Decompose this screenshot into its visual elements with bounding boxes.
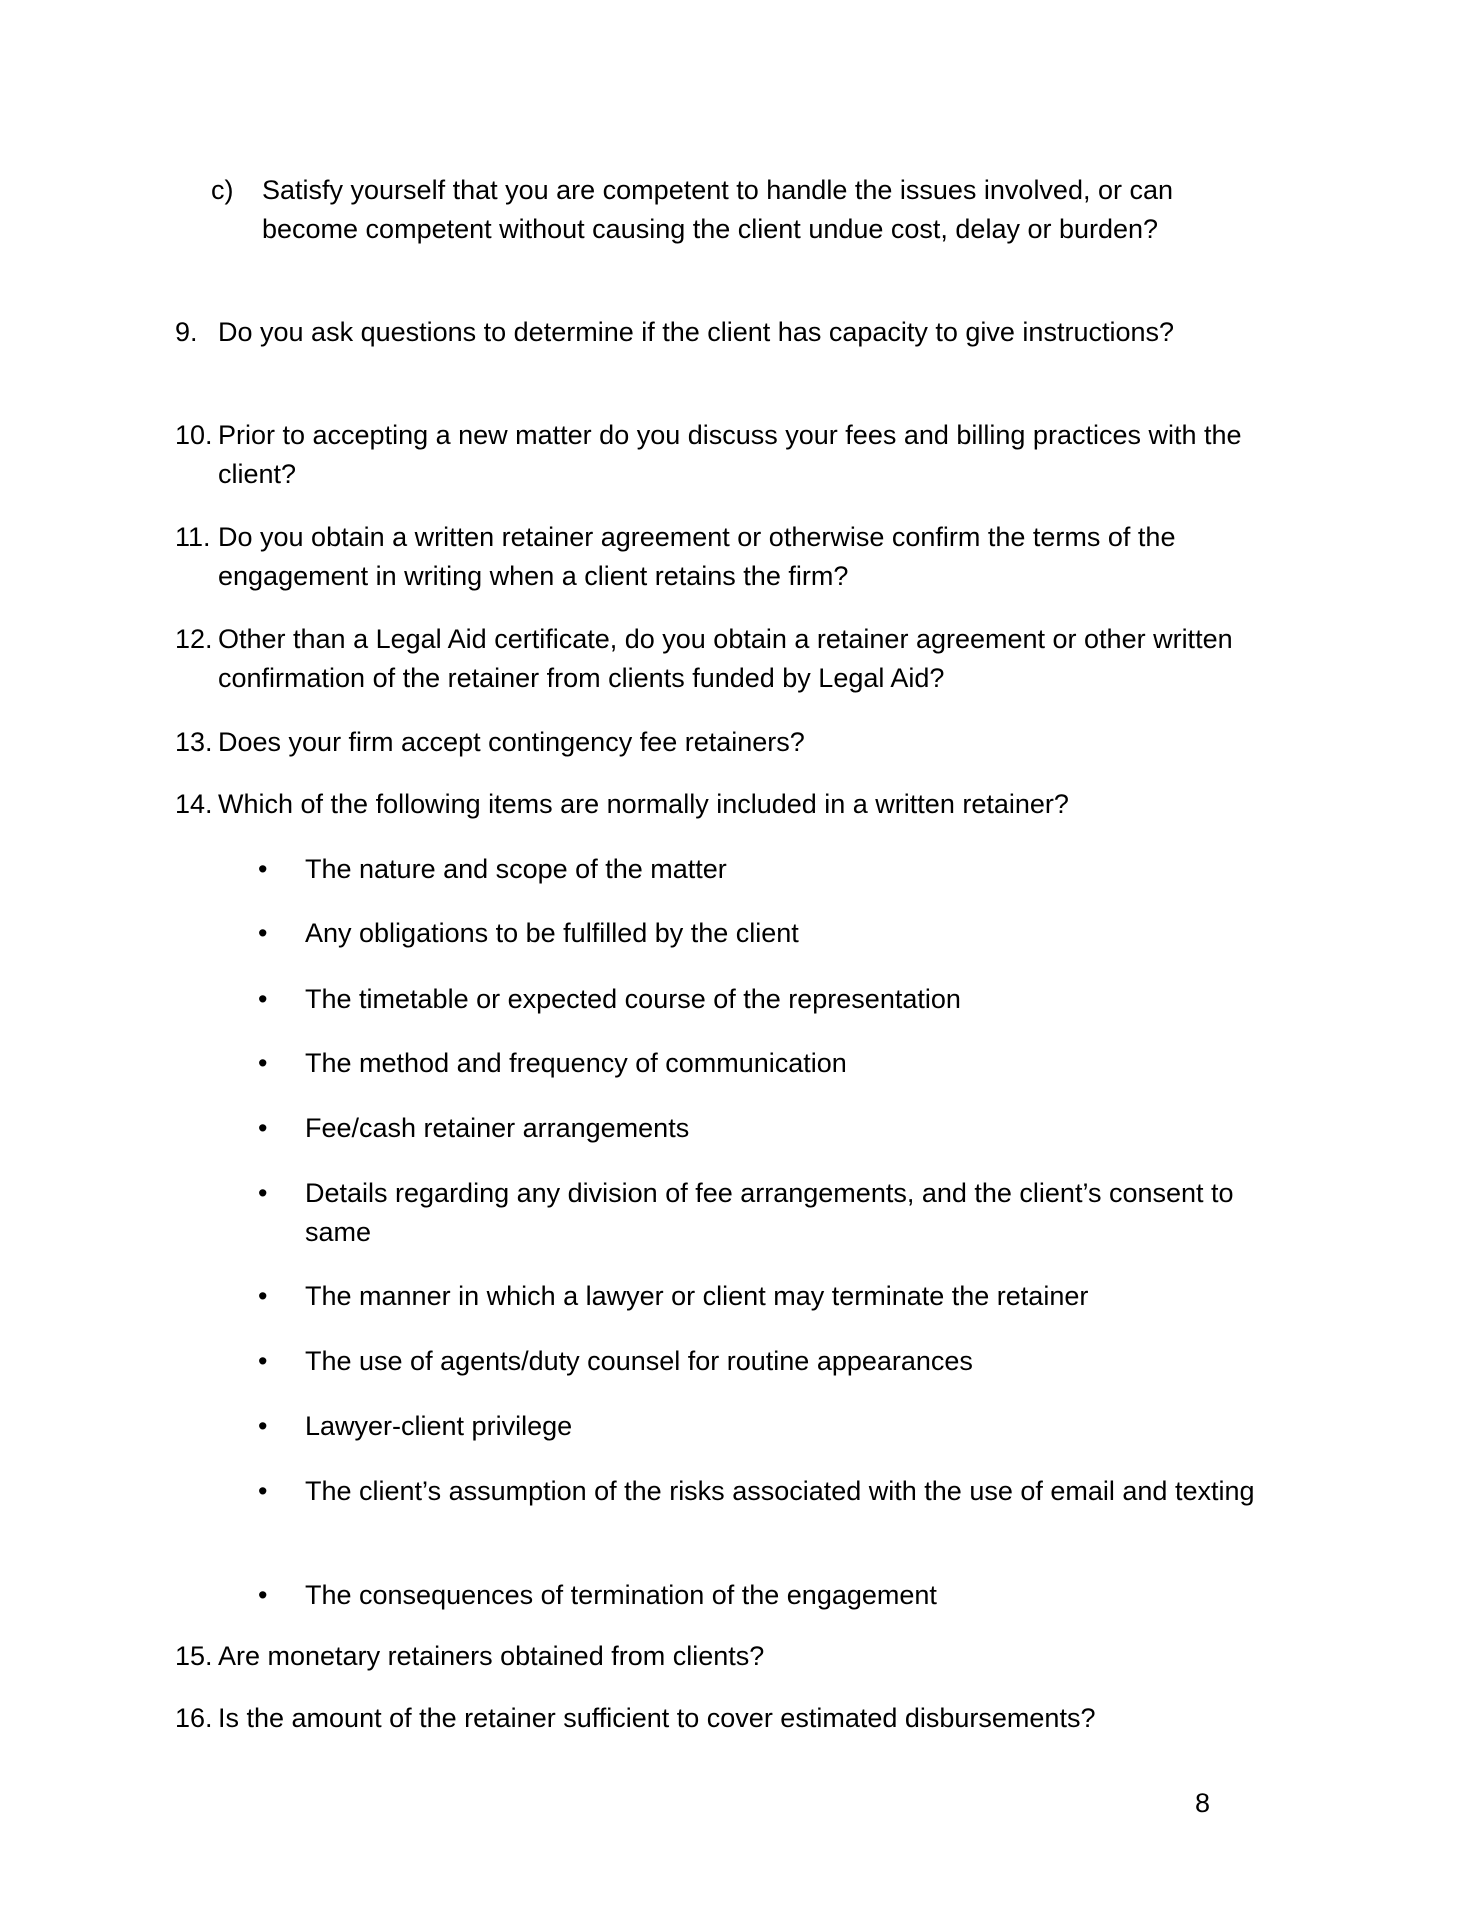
bullet-symbol: • bbox=[258, 854, 268, 884]
bullet-symbol: • bbox=[258, 918, 268, 948]
question-text: Prior to accepting a new matter do you discuss your fees and billing practices with the client? bbox=[218, 420, 1242, 489]
bullet-item bbox=[258, 1109, 1268, 1148]
bullet-symbol: • bbox=[258, 1178, 268, 1208]
bullet-text: The nature and scope of the matter bbox=[305, 854, 727, 884]
bullet-item bbox=[258, 1044, 1268, 1083]
question-11 bbox=[175, 518, 1285, 595]
bullet-symbol: • bbox=[258, 1580, 268, 1610]
bullet-text: Details regarding any division of fee arrangements, and the client’s consent to same bbox=[305, 1178, 1234, 1247]
bullet-symbol: • bbox=[258, 1113, 268, 1143]
bullet-text: The method and frequency of communication bbox=[305, 1048, 847, 1078]
question-9 bbox=[175, 313, 1285, 352]
question-text: Is the amount of the retainer sufficient to cover estimated disbursements? bbox=[218, 1703, 1096, 1733]
bullet-item bbox=[258, 1174, 1268, 1251]
bullet-item bbox=[258, 980, 1268, 1019]
bullet-item bbox=[258, 1472, 1268, 1511]
bullet-symbol: • bbox=[258, 1476, 268, 1506]
bullet-text: Fee/cash retainer arrangements bbox=[305, 1113, 690, 1143]
bullet-text: Lawyer-client privilege bbox=[305, 1411, 573, 1441]
question-text: Are monetary retainers obtained from clients? bbox=[218, 1641, 765, 1671]
bullet-symbol: • bbox=[258, 1281, 268, 1311]
question-text: Do you obtain a written retainer agreement or otherwise confirm the terms of the engagement in writing when a client retains the firm? bbox=[218, 522, 1176, 591]
bullet-text: The timetable or expected course of the representation bbox=[305, 984, 961, 1014]
question-number: 14. bbox=[175, 789, 213, 819]
sub-item-marker: c) bbox=[211, 175, 234, 205]
question-number: 11. bbox=[175, 522, 211, 552]
question-text: Other than a Legal Aid certificate, do you obtain a retainer agreement or other written confirmation of the retainer from clients funded by Legal Aid? bbox=[218, 624, 1233, 693]
question-number: 16. bbox=[175, 1703, 213, 1733]
bullet-text: The manner in which a lawyer or client may terminate the retainer bbox=[305, 1281, 1089, 1311]
bullet-item bbox=[258, 1407, 1268, 1446]
bullet-text: The client’s assumption of the risks associated with the use of email and texting bbox=[305, 1476, 1255, 1506]
question-text: Do you ask questions to determine if the client has capacity to give instructions? bbox=[218, 317, 1175, 347]
bullet-item bbox=[258, 1277, 1268, 1316]
question-number: 10. bbox=[175, 420, 213, 450]
question-number: 12. bbox=[175, 624, 213, 654]
bullet-text: Any obligations to be fulfilled by the client bbox=[305, 918, 799, 948]
question-15 bbox=[175, 1637, 1285, 1676]
bullet-text: The consequences of termination of the engagement bbox=[305, 1580, 937, 1610]
bullet-symbol: • bbox=[258, 1048, 268, 1078]
bullet-symbol: • bbox=[258, 984, 268, 1014]
bullet-item bbox=[258, 1342, 1268, 1381]
bullet-symbol: • bbox=[258, 1346, 268, 1376]
question-number: 15. bbox=[175, 1641, 213, 1671]
question-text: Does your firm accept contingency fee retainers? bbox=[218, 727, 805, 757]
question-13 bbox=[175, 723, 1285, 762]
bullet-text: The use of agents/duty counsel for routine appearances bbox=[305, 1346, 973, 1376]
bullet-item bbox=[258, 914, 1268, 953]
question-12 bbox=[175, 620, 1285, 697]
question-10 bbox=[175, 416, 1285, 493]
bullet-item bbox=[258, 1576, 1268, 1615]
question-number: 13. bbox=[175, 727, 213, 757]
question-16 bbox=[175, 1699, 1285, 1738]
bullet-symbol: • bbox=[258, 1411, 268, 1441]
sub-item-c bbox=[211, 171, 1251, 248]
page-number: 8 bbox=[1195, 1788, 1211, 1818]
question-number: 9. bbox=[175, 317, 198, 347]
question-text: Which of the following items are normally included in a written retainer? bbox=[218, 789, 1069, 819]
sub-item-text: Satisfy yourself that you are competent to handle the issues involved, or can become competent without causing the client undue cost, delay or burden? bbox=[262, 175, 1174, 244]
bullet-item bbox=[258, 850, 1268, 889]
question-14 bbox=[175, 785, 1285, 824]
